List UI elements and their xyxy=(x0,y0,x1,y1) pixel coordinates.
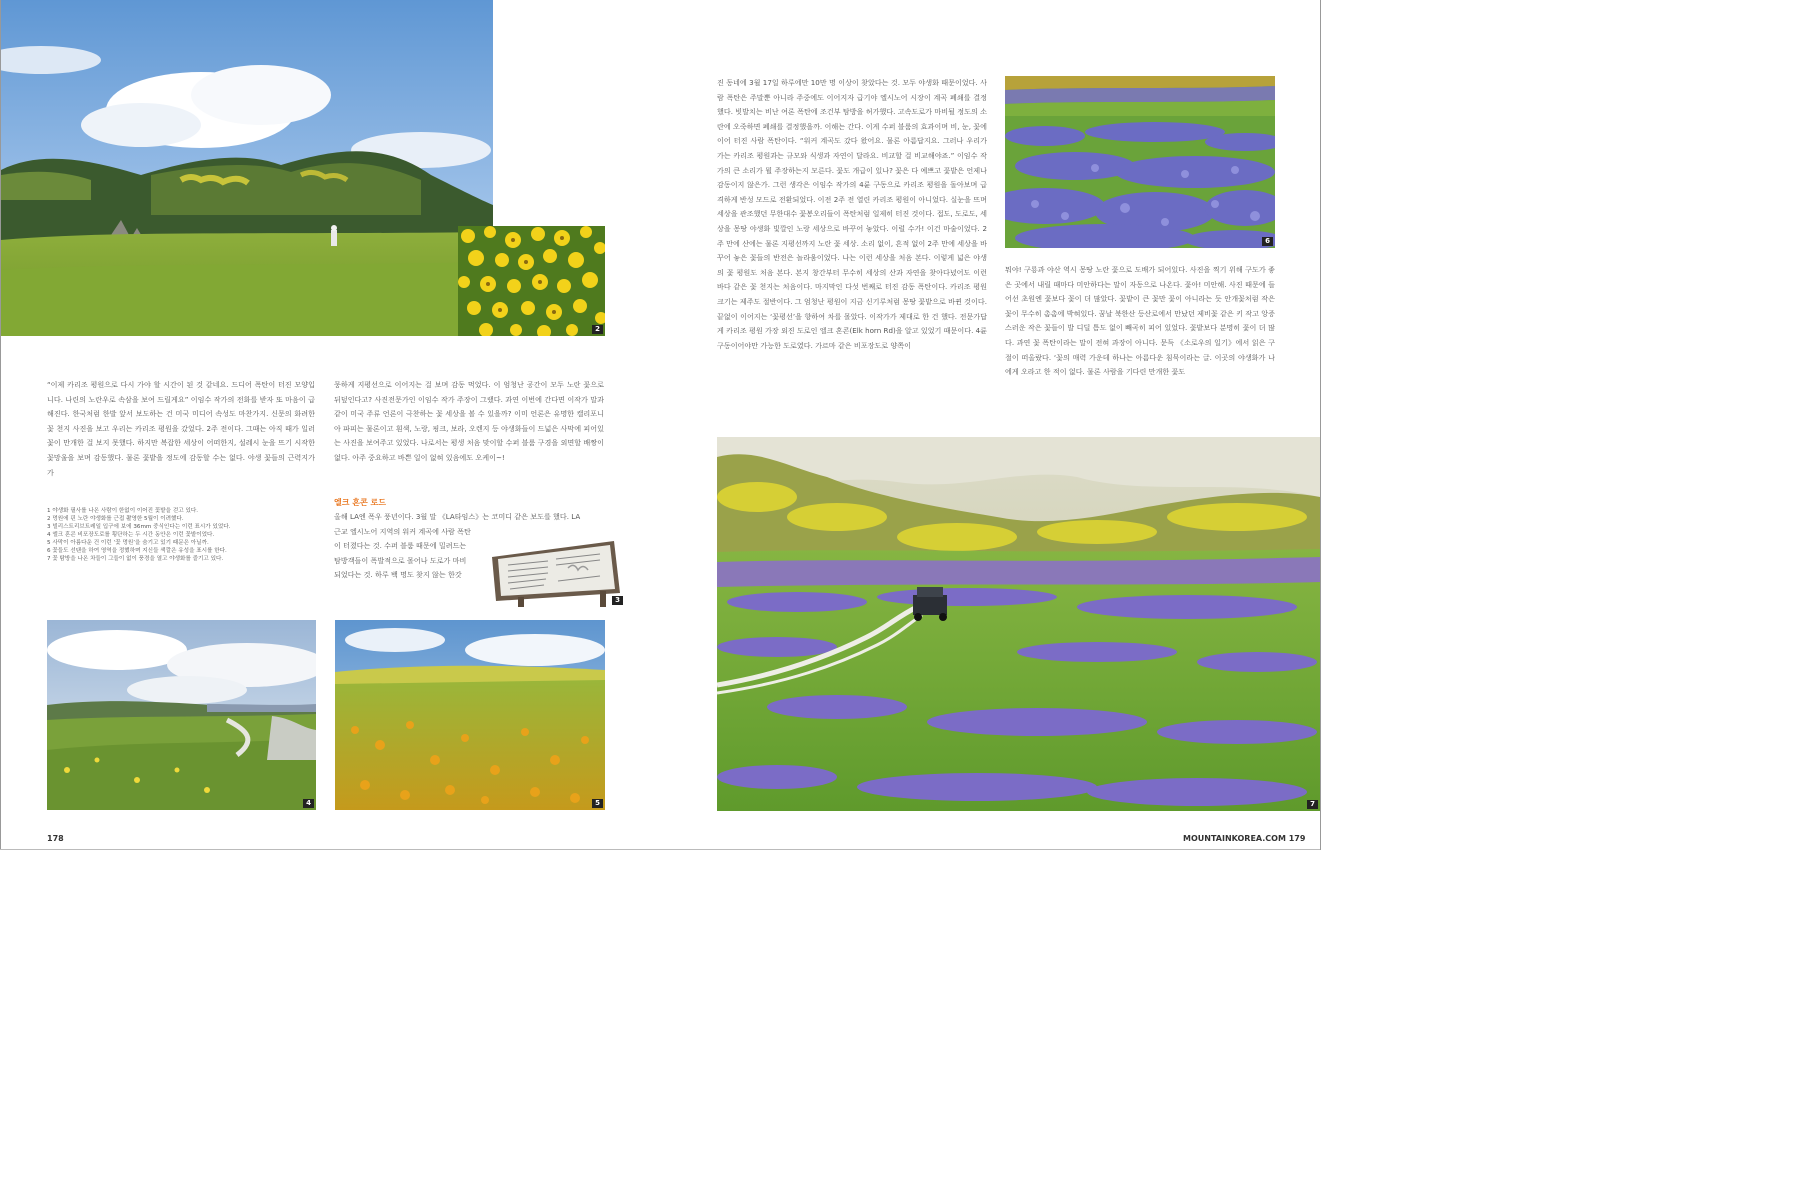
spread-bottom-edge xyxy=(0,849,1320,850)
caption-1: 1 야생화 필사를 나온 사람이 한없이 이어진 꽃밭을 걷고 있다. xyxy=(47,508,199,514)
right-text-column-1: 진 동네에 3월 17일 하루에만 10만 명 이상이 찾았다는 것. 모두 야생화 때문이었다. 사람 폭탄은 주말뿐 아니라 주중에도 이어지자 급기야 엘시노어 시장이 계곡 폐쇄를 결정했다. 빗발치는 비난 여론 폭탄에 조건부 탐방을 허가했다. 고속도로가 마비될 정도의 소란에 오죽하면 폐쇄를 결정했을까. 이해는 간다. 이게 수퍼 블룸의 효과이며 비, 눈, 꽃에 이어 터진 사람 폭탄이다. “워커 계곡도 갔다 왔어요. 물론 아름답지요. 그러나 우리가 가는 카리조 평원과는 규모와 식생과 자연이 달라요. 비교할 걸 비교해야죠.” 이임수 작가의 큰 소리가 뭘 주장하는지 모른다. 꽃도 개급이 있나? 꽃은 다 예쁘고 꽃밭은 언제나 감동이지 않은가. 그런 생각은 이임수 작가의 4륜 구동으로 카리조 평원을 돌아보며 급격하게 반성 모드로 전환되었다. 이전 2주 전 열린 카리조 평원이 아니었다. 실눈을 뜨며 세상을 관조했던 무한대수 꽃봉오리들이 폭탄처럼 일제히 터진 것이다. 접도, 도로도, 세상을 몽땅 야생화 빛깔인 노랑 세상으로 바꾸어 놓았다. 이럴 수가! 이건 마술이었다. 2주 만에 산에는 물론 지평선까지 노란 꽃 세상. 소리 없이, 흔적 없이 2주 만에 세상을 바꾸어 놓은 꽃들의 반전은 놀라움이었다. 나는 이런 세상을 처음 본다. 이렇게 넓은 야생의 꽃 평원도 처음 본다. 본지 창간부터 무수히 세상의 산과 자연을 찾아다녔어도 이런 바다 같은 꽃 천지는 처음이다. 마지막인 다섯 번째로 터진 감동 폭탄이다. 카리조 평원 크기는 제주도 절반이다. 그 엄청난 평원이 지금 신기루처럼 몽땅 꽃밭으로 바뀐 것이다. 끝없이 이어지는 ‘꽃평선’을 향하여 차를 몰았다. 이작가가 제대로 한 건 했다. 전문가답게 카리조 평원 가장 외진 도로인 엘크 혼콘(Elk horn Rd)을 알고 있었기 때문이다. 4륜 구동이어야만 가능한 도로였다. 가르마 같은 비포장도로 양쪽이 xyxy=(717,78,987,350)
section-line-5: 되었다는 것. 하루 백 명도 찾지 않는 한갓 xyxy=(334,570,462,580)
section-line-2: 근교 엘시노어 지역의 워커 계곡에 사람 폭탄 xyxy=(334,526,471,536)
right-text-column-2: 뭐야! 구룡과 야산 역시 몽땅 노란 꽃으로 도배가 되어있다. 사진을 찍기 위해 구도가 좋은 곳에서 내릴 때마다 미안하다는 말이 자동으로 나온다. 꽃아! 미안해. 사진 때문에 들어선 초원엔 꽃보다 꽃이 더 많았다. 꽃밭이 큰 꽃만 꽃이 아니라는 듯 안개꽃처럼 작은 꽃이 무수히 촘촘에 박혀있다. 꿈날 북한산 등산로에서 만났던 제비꽃 같은 키 작고 앙증스러운 작은 꽃들이 발 디딜 틈도 없이 빼곡히 피어 있었다. 꽃밭보다 분명히 꽃이 더 많다. 과연 꽃 폭탄이라는 말이 전혀 과장이 아니다. 문득 《소로우의 일기》에서 읽은 구절이 떠올랐다. ‘꽃의 매력 가운데 하나는 아름다운 침묵이라는 글. 이곳의 야생화가 나에게 오라고 한 적이 없다. 물론 사람을 기다린 만개한 꽃도 xyxy=(1005,265,1275,377)
photo-number-3: 3 xyxy=(612,596,623,605)
hero-photo xyxy=(1,0,493,336)
field-yellow-photo xyxy=(335,620,605,810)
caption-3: 3 빌리스트리브트레일 입구에 보에 36mm 중식인다는 이런 표시가 있었다. xyxy=(47,524,231,530)
photo-number-2: 2 xyxy=(592,325,603,334)
caption-7: 7 꽃 탐방을 나온 차들이 그들이 없이 풍경을 열고 야생화를 즐기고 있다. xyxy=(47,556,224,562)
site-name: MOUNTAINKOREA.COM xyxy=(1183,834,1286,843)
caption-5: 5 사막이 아름다운 건 이런 ‘꽃 멍원’을 숨기고 있기 때문은 아닐까. xyxy=(47,540,209,546)
purple-field-photo xyxy=(1005,76,1275,248)
photo-number-6: 6 xyxy=(1262,237,1273,246)
section-line-4: 탐방객들이 폭발적으로 몰어나 도로가 마비 xyxy=(334,555,467,565)
right-page-footer xyxy=(1183,834,1305,843)
caption-4: 4 엘크 혼콘 비포장도로를 횡단하는 두 시간 동안은 이런 꽃밭이었다. xyxy=(47,532,215,538)
left-text-column-2: 뭉하게 지평선으로 이어지는 걸 보며 감동 먹었다. 이 엄청난 공간이 모두 노란 꽃으로 뒤덮인다고? 사진전문가인 이임수 작가 주장이 그랬다. 과연 이번에 간다면 이작가 말과 같이 미국 주류 언론이 극찬하는 꽃 세상을 볼 수 있을까? 이미 언론은 유명한 캘리포니아 파피는 물론이고 흰색, 노랑, 핑크, 보라, 오렌지 등 야생화들이 드넓은 사막에 피어있는 사진을 보여주고 있었다. 나로서는 평생 처음 맞이할 수퍼 블룸 구경을 외면할 배짱이 없다. 아주 중요하고 바쁜 일이 없혀 있음에도 오케이~! xyxy=(334,380,604,462)
right-page-number: 179 xyxy=(1288,834,1306,843)
big-field-photo xyxy=(717,437,1320,811)
sign-photo xyxy=(488,535,625,607)
meadow-valley-photo xyxy=(47,620,316,810)
section-heading: 엘크 혼콘 로드 xyxy=(334,498,386,507)
left-page-number: 178 xyxy=(47,834,64,843)
caption-2: 2 멍원에 핀 노란 야생화를 근접 촬영한 5월이 이려했다. xyxy=(47,516,184,522)
flowers-yellow-photo xyxy=(458,226,605,336)
left-text-column-1: “이제 카리조 평원으로 다시 가야 할 시간이 된 것 같네요. 드디어 폭탄이 터진 모양입니다. 나린의 노란우로 속삼을 보여 드릴게요” 이임수 작가의 전화를 받자 또 마음이 급해진다. 한국처럼 한발 앞서 보도하는 건 미국 미디어 속성도 마찬가지. 신문의 화려한 꽃 천지 사진을 보고 우리는 카리조 평원을 갔었다. 2주 전이다. 그때는 아직 때가 일러 꽃이 만개한 걸 보지 못했다. 하지만 복잡한 세상이 어떠한지, 설레시 눈을 뜨기 시작한 꽃망울을 보며 감동했다. 물론 꽃밭을 정도에 감동할 수는 없다. 야생 꽃들의 근력지가 가 xyxy=(47,380,315,477)
caption-6: 6 꽃들도 선탠을 하여 영역을 정했하며 지신들 색깔은 유성을 표시를 한다. xyxy=(47,548,227,554)
photo-number-4: 4 xyxy=(303,799,314,808)
photo-number-7: 7 xyxy=(1307,800,1318,809)
photo-captions xyxy=(47,507,297,563)
section-line-3: 이 터졌다는 것. 수퍼 블룸 때문에 밀려드는 xyxy=(334,541,467,551)
photo-number-5: 5 xyxy=(592,799,603,808)
section-line-1: 올해 LA엔 폭우 풍년이다. 3월 말 《LA타임스》는 코미디 같은 보도를 했다. LA xyxy=(334,512,581,521)
